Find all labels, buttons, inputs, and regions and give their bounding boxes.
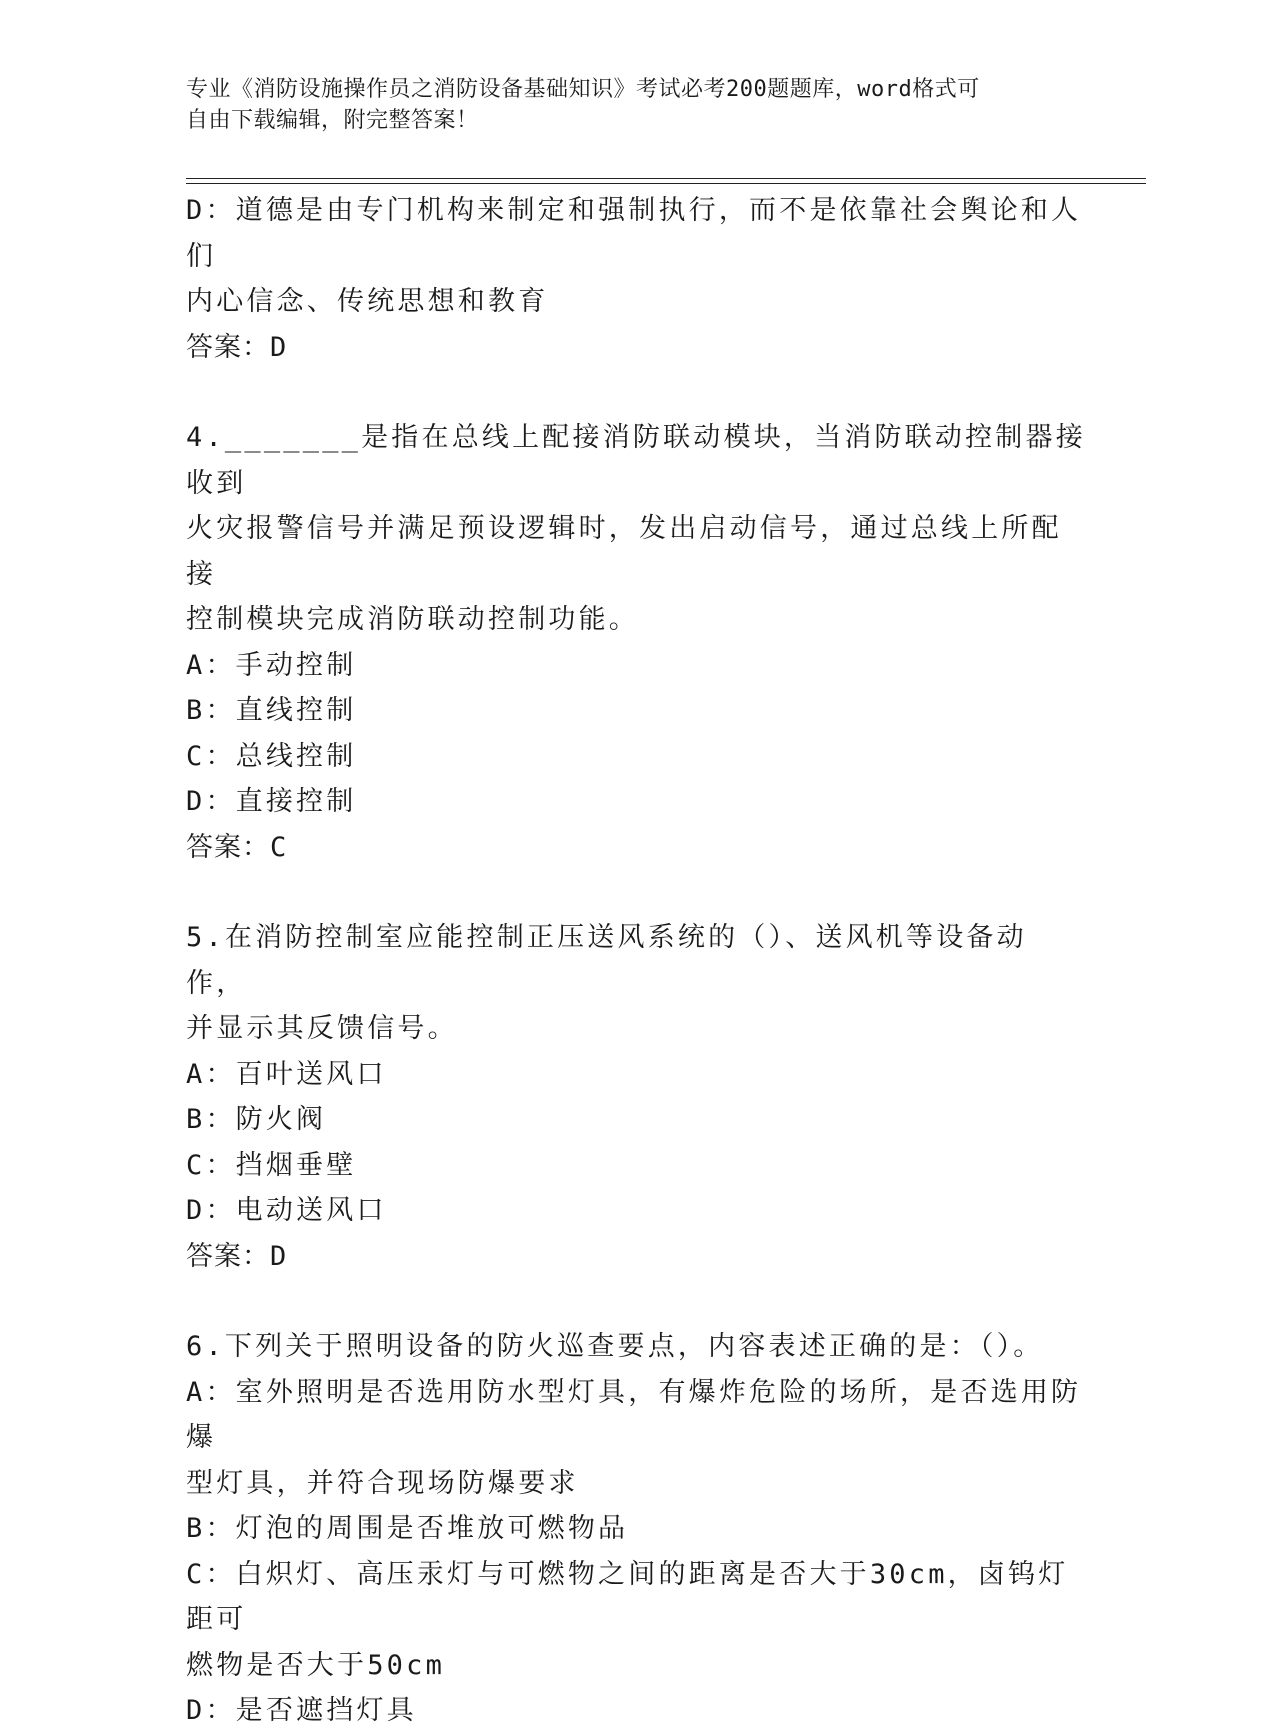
question-stem: 5.在消防控制室应能控制正压送风系统的（）、送风机等设备动作，	[186, 922, 1027, 999]
question-4	[186, 415, 1086, 870]
document-header	[186, 74, 1086, 136]
option-d: D：是否遮挡灯具	[186, 1695, 417, 1726]
spacer	[186, 1279, 1086, 1324]
header-divider-top	[186, 178, 1146, 179]
answer-line: 答案：D	[186, 1240, 288, 1272]
option-a-continued: 型灯具，并符合现场防爆要求	[186, 1467, 579, 1499]
option-b: B：防火阀	[186, 1104, 327, 1135]
option-a: A：手动控制	[186, 649, 357, 681]
header-divider-bottom	[186, 183, 1146, 184]
option-d: D：直接控制	[186, 786, 357, 817]
question-3-tail	[186, 188, 1086, 370]
answer-line: 答案：D	[186, 331, 288, 363]
question-5	[186, 915, 1086, 1279]
question-stem: 控制模块完成消防联动控制功能。	[186, 604, 639, 635]
option-b: B：直线控制	[186, 695, 357, 726]
question-stem: 火灾报警信号并满足预设逻辑时，发出启动信号，通过总线上所配接	[186, 513, 1062, 590]
document-body	[186, 188, 1086, 1734]
question-stem: 并显示其反馈信号。	[186, 1013, 458, 1044]
option-c: C：白炽灯、高压汞灯与可燃物之间的距离是否大于30cm，卤钨灯距可	[186, 1558, 1069, 1635]
option-c-continued: 燃物是否大于50cm	[186, 1649, 446, 1681]
option-b: B：灯泡的周围是否堆放可燃物品	[186, 1513, 629, 1544]
question-stem: 6.下列关于照明设备的防火巡查要点，内容表述正确的是：（）。	[186, 1331, 1044, 1362]
question-6	[186, 1324, 1086, 1734]
option-c: C：挡烟垂壁	[186, 1149, 357, 1181]
option-a: A：室外照明是否选用防水型灯具，有爆炸危险的场所，是否选用防爆	[186, 1376, 1082, 1453]
option-d: D：电动送风口	[186, 1195, 387, 1226]
header-line-1: 专业《消防设施操作员之消防设备基础知识》考试必考200题题库，word格式可	[186, 77, 980, 102]
header-line-2: 自由下载编辑，附完整答案！	[186, 108, 479, 133]
spacer	[186, 370, 1086, 415]
option-c: C：总线控制	[186, 740, 357, 772]
spacer	[186, 870, 1086, 915]
option-d: D：道德是由专门机构来制定和强制执行，而不是依靠社会舆论和人们	[186, 195, 1082, 272]
question-stem: 4._______是指在总线上配接消防联动模块，当消防联动控制器接收到	[186, 422, 1086, 499]
answer-line: 答案：C	[186, 831, 288, 863]
option-a: A：百叶送风口	[186, 1058, 387, 1090]
option-d-continued: 内心信念、传统思想和教育	[186, 286, 549, 317]
